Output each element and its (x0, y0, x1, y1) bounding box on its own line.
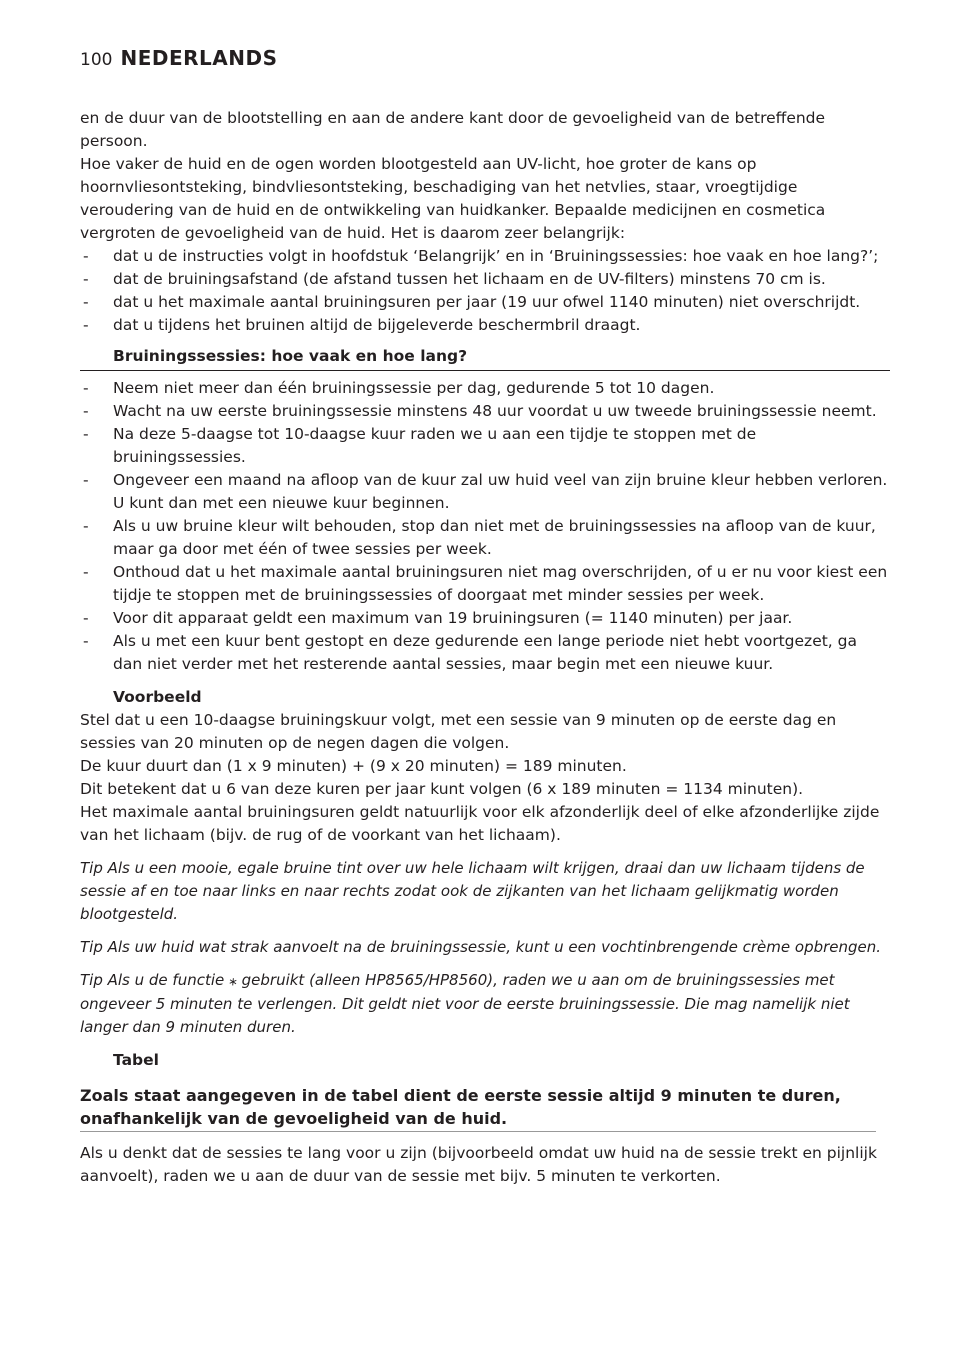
bold-note: Zoals staat aangegeven in de tabel dient de eerste sessie altijd 9 minuten te duren, onafhankelijk van de gevoeligheid van de huid. (80, 1084, 876, 1132)
example-line: Stel dat u een 10-daagse bruiningskuur volgt, met een sessie van 9 minuten op de eerste dag en sessies van 20 minuten op de negen dagen die volgen. (80, 711, 837, 752)
page-header (80, 46, 277, 70)
list-item: - Onthoud dat u het maximale aantal bruiningsuren niet mag overschrijden, of u er nu voor kiest een tijdje te stoppen met de bruiningssessies of doorgaat met minder sessies per week. (80, 561, 890, 607)
sun-icon: ⚹ (226, 973, 240, 990)
example-heading: Voorbeeld (113, 688, 202, 706)
tip-text-before: Tip Als u de functie (80, 971, 225, 989)
page-number: 100 (80, 50, 113, 70)
intro-paragraph: Hoe vaker de huid en de ogen worden blootgesteld aan UV-licht, hoe groter de kans op hoornvliesontsteking, bindvliesontsteking, beschadiging van het netvlies, staar, vroegtijdige veroudering van de huid en de ontwikkeling van huidkanker. Bepaalde medicijnen en cosmetica vergroten de gevoeligheid van de huid. Het is daarom zeer belangrijk: (80, 155, 826, 242)
list-item: - dat u de instructies volgt in hoofdstuk ‘Belangrijk’ en in ‘Bruiningssessies: hoe vaak en hoe lang?’; (80, 245, 890, 268)
example-line: Dit betekent dat u 6 van deze kuren per jaar kunt volgen (6 x 189 minuten = 1134 minuten). (80, 780, 804, 798)
example-line: De kuur duurt dan (1 x 9 minuten) + (9 x 20 minuten) = 189 minuten. (80, 757, 627, 775)
list-item: - Als u met een kuur bent gestopt en deze gedurende een lange periode niet hebt voortgezet, ga dan niet verder met het resterende aantal sessies, maar begin met een nieuwe kuur. (80, 630, 890, 676)
tip-paragraph: Tip Als uw huid wat strak aanvoelt na de bruiningssessie, kunt u een vochtinbrengende crème opbrengen. (80, 938, 882, 956)
section-title: NEDERLANDS (120, 46, 278, 70)
tip-paragraph (80, 969, 890, 1039)
tip-paragraph: Tip Als u een mooie, egale bruine tint over uw hele lichaam wilt krijgen, draai dan uw lichaam tijdens de sessie af en toe naar links en naar rechts zodat ook de zijkanten van het lichaam gelijkmatig worden blootgesteld. (80, 859, 865, 923)
list-item: - Wacht na uw eerste bruiningssessie minstens 48 uur voordat u uw tweede bruiningssessie neemt. (80, 400, 890, 423)
list-item: - Na deze 5-daagse tot 10-daagse kuur raden we u aan een tijdje te stoppen met de bruiningssessies. (80, 423, 890, 469)
table-paragraph: Als u denkt dat de sessies te lang voor u zijn (bijvoorbeeld omdat uw huid na de sessie trekt en pijnlijk aanvoelt), raden we u aan de duur van de sessie met bijv. 5 minuten te verkorten. (80, 1144, 877, 1185)
intro-paragraph: en de duur van de blootstelling en aan de andere kant door de gevoeligheid van de betreffende persoon. (80, 109, 826, 150)
list-item: - Ongeveer een maand na afloop van de kuur zal uw huid veel van zijn bruine kleur hebben verloren. U kunt dan met een nieuwe kuur beginnen. (80, 469, 890, 515)
list-item: - dat u tijdens het bruinen altijd de bijgeleverde beschermbril draagt. (80, 314, 890, 337)
sessions-heading: Bruiningssessies: hoe vaak en hoe lang? (80, 345, 890, 371)
list-item: - Neem niet meer dan één bruiningssessie per dag, gedurende 5 tot 10 dagen. (80, 377, 890, 400)
example-line: Het maximale aantal bruiningsuren geldt natuurlijk voor elk afzonderlijk deel of elke afzonderlijke zijde van het lichaam (bijv. de rug of de voorkant van het lichaam). (80, 803, 880, 844)
sessions-list (80, 377, 890, 676)
table-heading: Tabel (113, 1051, 159, 1069)
page-content (80, 107, 890, 1188)
tip-text-after: gebruikt (alleen HP8565/HP8560), raden we u aan om de bruiningssessies met ongeveer 5 minuten te verlengen. Dit geldt niet voor de eerste bruiningssessie. Die mag namelijk niet langer dan 9 minuten duren. (80, 971, 850, 1036)
list-item: - Voor dit apparaat geldt een maximum van 19 bruiningsuren (= 1140 minuten) per jaar. (80, 607, 890, 630)
intro-list (80, 245, 890, 337)
list-item: - Als u uw bruine kleur wilt behouden, stop dan niet met de bruiningssessies na afloop van de kuur, maar ga door met één of twee sessies per week. (80, 515, 890, 561)
list-item: - dat u het maximale aantal bruiningsuren per jaar (19 uur ofwel 1140 minuten) niet overschrijdt. (80, 291, 890, 314)
list-item: - dat de bruiningsafstand (de afstand tussen het lichaam en de UV-filters) minstens 70 cm is. (80, 268, 890, 291)
